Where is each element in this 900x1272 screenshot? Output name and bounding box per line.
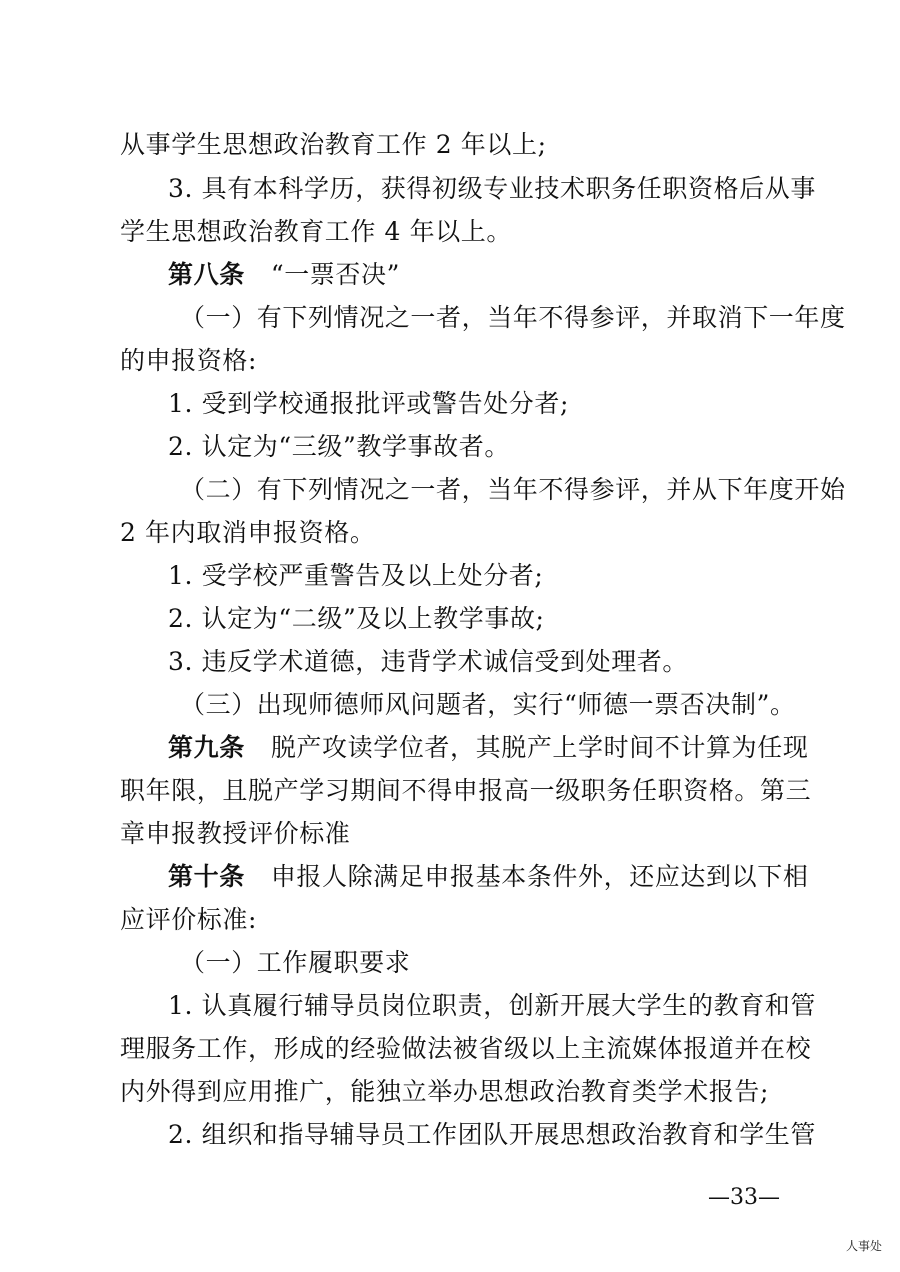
article-ten-paragraph bbox=[168, 860, 809, 894]
list-item: 3. 违反学术道德，违背学术诚信受到处理者。 bbox=[168, 647, 689, 676]
paragraph-line: 理服务工作，形成的经验做法被省级以上主流媒体报道并在校 bbox=[120, 1034, 812, 1063]
paragraph-line: 学生思想政治教育工作 4 年以上。 bbox=[120, 217, 513, 246]
paragraph-line: （二）有下列情况之一者，当年不得参评，并从下年度开始 bbox=[180, 475, 846, 504]
paragraph-line: （三）出现师德师风问题者，实行“师德一票否决制”。 bbox=[180, 690, 796, 719]
paragraph-line: 应评价标准: bbox=[120, 905, 258, 934]
paragraph-line: 2 年内取消申报资格。 bbox=[120, 518, 376, 547]
paragraph-line: 3. 具有本科学历，获得初级专业技术职务任职资格后从事 bbox=[168, 174, 817, 203]
article-text: 脱产攻读学位者，其脱产上学时间不计算为任现 bbox=[270, 733, 809, 762]
paragraph-line: 的申报资格: bbox=[120, 346, 258, 375]
department-stamp: 人事处 bbox=[846, 1239, 883, 1253]
list-item: 1. 受学校严重警告及以上处分者; bbox=[168, 561, 544, 590]
list-item: 1. 认真履行辅导员岗位职责，创新开展大学生的教育和管 bbox=[168, 991, 817, 1020]
article-title: “一票否决” bbox=[270, 260, 400, 289]
page-number: —33— bbox=[708, 1185, 780, 1210]
list-item: 2. 认定为“二级”及以上教学事故; bbox=[168, 604, 545, 633]
article-text: 申报人除满足申报基本条件外，还应达到以下相 bbox=[270, 862, 809, 891]
list-item: 2. 认定为“三级”教学事故者。 bbox=[168, 432, 510, 461]
section-heading: （一）工作履职要求 bbox=[180, 948, 411, 977]
article-number: 第十条 bbox=[168, 862, 245, 891]
article-nine-paragraph bbox=[168, 731, 809, 765]
article-number: 第九条 bbox=[168, 733, 245, 762]
paragraph-line: 职年限，且脱产学习期间不得申报高一级职务任职资格。第三 bbox=[120, 776, 812, 805]
article-eight-heading bbox=[168, 258, 785, 292]
paragraph-line: 从事学生思想政治教育工作 2 年以上; bbox=[120, 130, 547, 159]
paragraph-line: 内外得到应用推广，能独立举办思想政治教育类学术报告; bbox=[120, 1077, 770, 1106]
list-item: 1. 受到学校通报批评或警告处分者; bbox=[168, 389, 570, 418]
paragraph-line: 章申报教授评价标准 bbox=[120, 819, 351, 848]
list-item: 2. 组织和指导辅导员工作团队开展思想政治教育和学生管 bbox=[168, 1120, 817, 1149]
paragraph-line: （一）有下列情况之一者，当年不得参评，并取消下一年度 bbox=[180, 303, 846, 332]
article-number: 第八条 bbox=[168, 260, 245, 289]
